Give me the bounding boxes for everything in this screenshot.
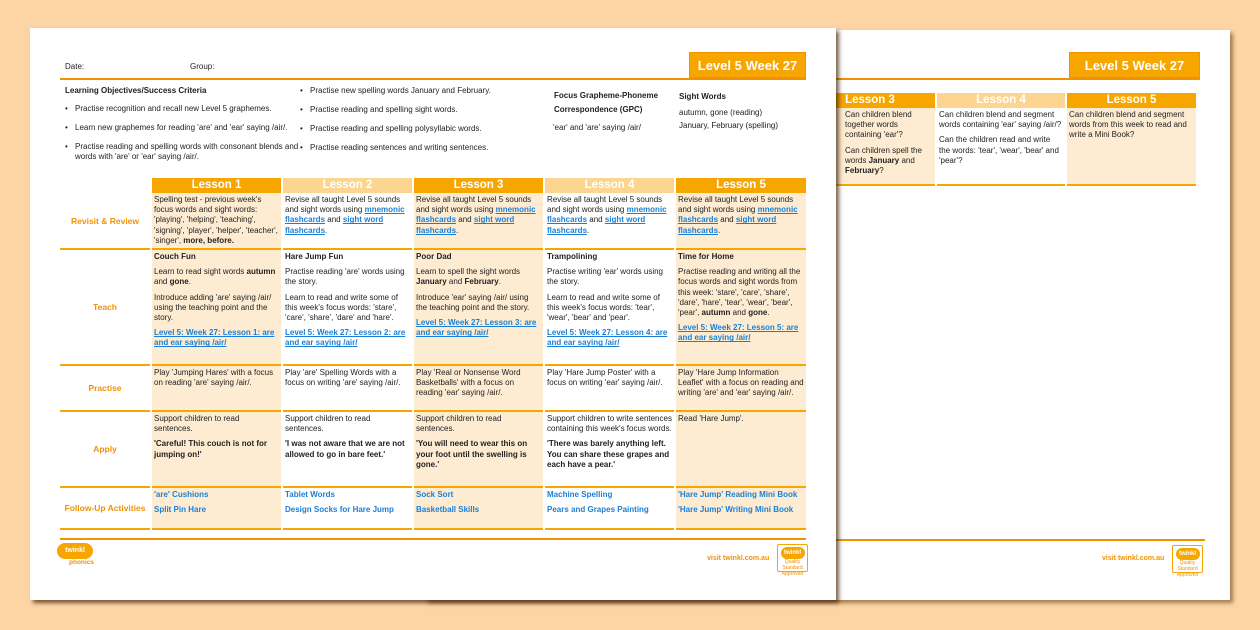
cell-text: Introduce 'ear' saying /air/ using the teaching point and the story. <box>416 292 530 312</box>
cell-paragraph <box>547 439 672 470</box>
cell-text: Can children blend together words containing 'ear'? <box>845 110 912 140</box>
lesson-cell <box>676 412 806 488</box>
cell-paragraph <box>285 267 410 287</box>
follow-up-activity-link[interactable]: Sock Sort <box>416 490 454 499</box>
cell-paragraph <box>416 195 541 236</box>
resource-link[interactable]: Level 5: Week 27: Lesson 3: are and ear saying /air/ <box>416 318 537 338</box>
group-label: Group: <box>190 62 215 71</box>
cell-paragraph <box>416 318 541 338</box>
lesson-cell <box>152 193 281 250</box>
bold-text: autumn <box>246 267 276 277</box>
cell-text: . <box>718 225 721 235</box>
quality-badge: twinkl Quality Standard Approved <box>1172 545 1203 573</box>
cell-paragraph <box>416 267 541 287</box>
lesson-cell <box>283 250 412 366</box>
resource-link[interactable]: sight word flashcards <box>285 215 384 235</box>
cell-paragraph <box>416 252 541 262</box>
objectives-list-1 <box>65 104 305 171</box>
resource-link[interactable]: mnemonic flashcards <box>285 205 405 225</box>
lesson-plan-table <box>60 178 806 530</box>
lesson-cell <box>545 250 674 366</box>
cell-paragraph <box>1069 110 1194 141</box>
resource-link[interactable]: sight word flashcards <box>547 215 646 235</box>
cell-paragraph <box>678 252 804 262</box>
cell-paragraph <box>285 490 410 500</box>
resource-link[interactable]: mnemonic flashcards <box>547 205 667 225</box>
lesson-cell <box>283 488 412 530</box>
cell-paragraph <box>416 368 541 399</box>
objective-item: • Learn new graphemes for reading 'are' and 'ear' saying /air/. <box>65 123 305 133</box>
bold-text: gone <box>169 277 189 287</box>
cell-paragraph <box>678 505 804 515</box>
cell-paragraph <box>285 293 410 324</box>
front-page-preview[interactable] <box>30 28 836 600</box>
bold-text: Hare Jump Fun <box>285 252 344 261</box>
cell-text: Revise all taught Level 5 sounds and sight words using <box>416 195 532 215</box>
row-label: Follow-Up Activities <box>60 488 150 530</box>
cell-paragraph <box>547 195 672 236</box>
lesson-cell <box>283 412 412 488</box>
lesson-header-1: Lesson 1 <box>152 178 281 193</box>
bold-text: January <box>416 277 447 287</box>
cell-text: Play 'Jumping Hares' with a focus on reading 'are' saying /air/. <box>154 368 274 388</box>
resource-link[interactable]: Level 5: Week 27: Lesson 4: are and ear saying /air/ <box>547 328 668 348</box>
cell-paragraph <box>154 439 279 459</box>
cell-text: Revise all taught Level 5 sounds and sight words using <box>678 195 794 215</box>
objectives-list-2 <box>300 86 530 162</box>
cell-text: Read 'Hare Jump'. <box>678 414 744 423</box>
cell-text: . <box>767 308 770 318</box>
lesson-cell <box>676 193 806 250</box>
cell-text: . <box>456 225 459 235</box>
cell-text: Support children to read sentences. <box>285 414 371 434</box>
cell-paragraph <box>416 505 541 515</box>
twinkl-phonics-logo: twinkl phonics <box>57 543 103 573</box>
table-corner <box>60 178 150 193</box>
cell-text: Practise reading 'are' words using the story. <box>285 267 405 287</box>
bold-text: autumn <box>701 308 731 318</box>
sight-words-reading: autumn, gone (reading) <box>679 108 763 117</box>
row-label: Apply <box>60 412 150 488</box>
cell-paragraph <box>154 252 279 262</box>
cell-paragraph <box>547 368 672 388</box>
cell-paragraph <box>547 252 672 262</box>
objectives-title: Learning Objectives/Success Criteria <box>65 86 207 95</box>
lesson-cell <box>414 193 543 250</box>
lesson-header: Lesson 5 <box>1067 93 1196 108</box>
lesson-cell <box>676 250 806 366</box>
cell-text: Support children to write sentences containing this week's focus words. <box>547 414 672 434</box>
cell-paragraph <box>547 414 672 434</box>
bold-text: Time for Home <box>678 252 734 261</box>
row-label: Practise <box>60 366 150 412</box>
cell-text: Support children to read sentences. <box>154 414 240 434</box>
objective-item: • Practise reading and spelling sight words. <box>300 105 530 115</box>
cell-paragraph <box>678 414 804 424</box>
lesson-cell <box>283 193 412 250</box>
cell-text: . <box>188 277 191 287</box>
lesson-cell <box>414 488 543 530</box>
bold-text: February <box>845 166 880 176</box>
cell-paragraph <box>285 439 410 459</box>
cell-paragraph <box>547 328 672 348</box>
header-divider <box>60 78 806 80</box>
cell-paragraph <box>154 267 279 287</box>
lesson-cell <box>283 366 412 412</box>
cell-paragraph <box>416 414 541 434</box>
lesson-cell <box>545 193 674 250</box>
cell-text: Play 'are' Spelling Words with a focus on writing 'are' saying /air/. <box>285 368 401 388</box>
cell-text: . <box>325 225 328 235</box>
cell-paragraph <box>285 195 410 236</box>
cell-text: Play 'Hare Jump Poster' with a focus on writing 'ear' saying /air/. <box>547 368 663 388</box>
footer-divider <box>60 538 806 540</box>
follow-up-activity-link[interactable]: 'are' Cushions <box>154 490 209 499</box>
lesson-header-2: Lesson 2 <box>283 178 412 193</box>
resource-link[interactable]: mnemonic flashcards <box>416 205 536 225</box>
gpc-value: 'ear' and 'are' saying /air/ <box>553 123 641 132</box>
cell-paragraph <box>285 505 410 515</box>
bold-text: 'You will need to wear this on your foot until the swelling is gone.' <box>416 439 528 469</box>
cell-text: Learn to read and write some of this week's focus words: 'tear', 'wear', 'bear' and 'pear'. <box>547 292 660 323</box>
cell-paragraph <box>416 439 541 470</box>
cell-text: Learn to spell the sight words <box>416 267 521 277</box>
row-label: Revisit & Review <box>60 193 150 250</box>
lesson-header-5: Lesson 5 <box>676 178 806 193</box>
cell-text: . <box>498 277 501 287</box>
cell-text: . <box>587 225 590 235</box>
bold-text: 'I was not aware that we are not allowed to go in bare feet.' <box>285 439 405 459</box>
lesson-cell <box>676 366 806 412</box>
objective-item: • Practise reading sentences and writing sentences. <box>300 143 530 153</box>
cell-paragraph <box>285 368 410 388</box>
cell-text: Learn to read sight words <box>154 267 247 277</box>
gpc-title: Focus Grapheme-Phoneme Correspondence (GPC) <box>554 91 659 114</box>
quality-badge: twinkl Quality Standard Approved <box>777 544 808 572</box>
lesson-header: Lesson 4 <box>937 93 1065 108</box>
cell-paragraph <box>547 293 672 324</box>
cell-paragraph <box>416 293 541 313</box>
resource-link[interactable]: Level 5: Week 27: Lesson 1: are and ear saying /air/ <box>154 328 275 348</box>
cell-text: Can children blend and segment words from this week to read and write a Mini Book? <box>1069 110 1187 140</box>
cell-paragraph <box>285 328 410 348</box>
lesson-cell <box>545 366 674 412</box>
lesson-cell <box>414 250 543 366</box>
website-link[interactable]: visit twinkl.com.au <box>707 555 770 562</box>
cell-paragraph <box>154 368 279 388</box>
resource-link[interactable]: Level 5: Week 27: Lesson 2: are and ear saying /air/ <box>285 328 406 348</box>
objective-item: • Practise reading and spelling polysyllabic words. <box>300 124 530 134</box>
lesson-cell <box>414 366 543 412</box>
lesson-header: Lesson 3 <box>805 93 935 108</box>
follow-up-activity-link[interactable]: 'Hare Jump' Writing Mini Book <box>678 505 794 515</box>
cell-paragraph <box>678 323 804 343</box>
cell-paragraph <box>678 490 804 500</box>
back-lesson-table <box>805 93 1196 186</box>
bold-text: Trampolining <box>547 252 598 261</box>
level-week-badge: Level 5 Week 27 <box>689 52 806 78</box>
bold-text: February <box>464 277 499 287</box>
level-week-badge: Level 5 Week 27 <box>1069 52 1200 78</box>
cell-text: and <box>446 277 465 287</box>
cell-paragraph <box>416 490 541 500</box>
date-label: Date: <box>65 62 85 71</box>
cell-paragraph <box>547 505 672 515</box>
objective-item: • Practise recognition and recall new Level 5 graphemes. <box>65 104 305 114</box>
cell-text: and <box>456 215 474 225</box>
bold-text: 'There was barely anything left. You can share these grapes and each have a pear.' <box>547 439 670 469</box>
bold-text: gone <box>748 308 768 318</box>
sight-words-title: Sight Words <box>679 92 726 101</box>
website-link[interactable]: visit twinkl.com.au <box>1102 555 1165 562</box>
cell-text: Play 'Hare Jump Information Leaflet' with a focus on reading and writing 'are' and 'ear' saying /air/. <box>678 368 804 398</box>
bold-text: Poor Dad <box>416 252 452 261</box>
cell-text: ? <box>879 166 884 176</box>
cell-text: Practise writing 'ear' words using the story. <box>547 267 663 287</box>
cell-paragraph <box>939 110 1063 130</box>
cell-text: and <box>718 215 736 225</box>
cell-paragraph <box>678 195 804 236</box>
cell-paragraph <box>845 110 933 141</box>
resource-link[interactable]: Level 5: Week 27: Lesson 5: are and ear saying /air/ <box>678 323 799 343</box>
lesson-cell <box>676 488 806 530</box>
lesson-cell <box>414 412 543 488</box>
resource-link[interactable]: sight word flashcards <box>678 215 777 235</box>
cell-text: and <box>587 215 605 225</box>
cell-text: Revise all taught Level 5 sounds and sight words using <box>547 195 663 215</box>
objective-item: • Practise reading and spelling words with consonant blends and words with 'are' or 'ear' saying /air/. <box>65 142 305 162</box>
cell-paragraph <box>547 490 672 500</box>
cell-text: Practise reading and writing all the focus words and sight words from this week: 'stare', 'care', 'share', 'dare', 'hare', 'tear', 'wear', 'bear', 'pear', <box>678 267 801 318</box>
cell-paragraph <box>285 414 410 434</box>
lesson-cell <box>1067 108 1196 186</box>
cell-text: Can children spell the words <box>845 145 922 165</box>
lesson-cell <box>152 366 281 412</box>
follow-up-activity-link[interactable]: 'Hare Jump' Reading Mini Book <box>678 490 798 499</box>
cell-paragraph <box>154 195 279 246</box>
cell-text: and <box>899 155 915 165</box>
cell-paragraph <box>154 490 279 500</box>
cell-paragraph <box>154 293 279 324</box>
cell-text: Can children blend and segment words containing 'ear' saying /air/? <box>939 110 1062 130</box>
follow-up-activity-link[interactable]: Pears and Grapes Painting <box>547 505 649 515</box>
cell-paragraph <box>154 505 279 515</box>
lesson-cell <box>545 488 674 530</box>
follow-up-activity-link[interactable]: Machine Spelling <box>547 490 613 499</box>
cell-text: Revise all taught Level 5 sounds and sight words using <box>285 195 401 215</box>
bold-text: 'Careful! This couch is not for jumping on!' <box>154 439 268 459</box>
cell-paragraph <box>939 135 1063 166</box>
lesson-cell <box>152 250 281 366</box>
follow-up-activity-link[interactable]: Design Socks for Hare Jump <box>285 505 394 515</box>
lesson-cell <box>152 488 281 530</box>
follow-up-activity-link[interactable]: Basketball Skills <box>416 505 480 515</box>
cell-paragraph <box>678 267 804 318</box>
bold-text: Couch Fun <box>154 252 196 261</box>
objective-item: • Practise new spelling words January and February. <box>300 86 530 96</box>
lesson-cell <box>937 108 1065 186</box>
sight-words-spelling: January, February (spelling) <box>679 121 779 130</box>
cell-paragraph <box>154 328 279 348</box>
cell-text: Introduce adding 'are' saying /air/ using the teaching point and the story. <box>154 292 272 323</box>
resource-link[interactable]: mnemonic flashcards <box>678 205 798 225</box>
bold-text: more, before. <box>183 235 234 245</box>
cell-paragraph <box>678 368 804 399</box>
cell-paragraph <box>547 267 672 287</box>
cell-text: and <box>325 215 343 225</box>
lesson-header-3: Lesson 3 <box>414 178 543 193</box>
cell-text: and <box>154 277 170 287</box>
cell-text: Can the children read and write the words: 'tear', 'wear', 'bear' and 'pear'? <box>939 135 1059 165</box>
follow-up-activity-link[interactable]: Split Pin Hare <box>154 505 207 515</box>
resource-link[interactable]: sight word flashcards <box>416 215 515 235</box>
cell-text: Learn to read and write some of this week's focus words: 'stare', 'care', 'share', 'dare' and 'hare'. <box>285 292 398 323</box>
cell-text: Spelling test - previous week's focus words and sight words: 'playing', 'helping', 'teaching', 'signing', 'player', 'helper', 'teacher', 'singer', <box>154 195 278 245</box>
cell-text: Support children to read sentences. <box>416 414 502 434</box>
lesson-header-4: Lesson 4 <box>545 178 674 193</box>
bold-text: January <box>868 155 900 165</box>
lesson-cell <box>545 412 674 488</box>
row-label: Teach <box>60 250 150 366</box>
lesson-cell <box>152 412 281 488</box>
cell-paragraph <box>285 252 410 262</box>
cell-paragraph <box>154 414 279 434</box>
cell-text: Play 'Real or Nonsense Word Basketballs' with a focus on reading 'ear' saying /air/. <box>416 368 521 398</box>
follow-up-activity-link[interactable]: Tablet Words <box>285 490 335 499</box>
cell-text: and <box>730 308 749 318</box>
cell-paragraph <box>845 146 933 177</box>
